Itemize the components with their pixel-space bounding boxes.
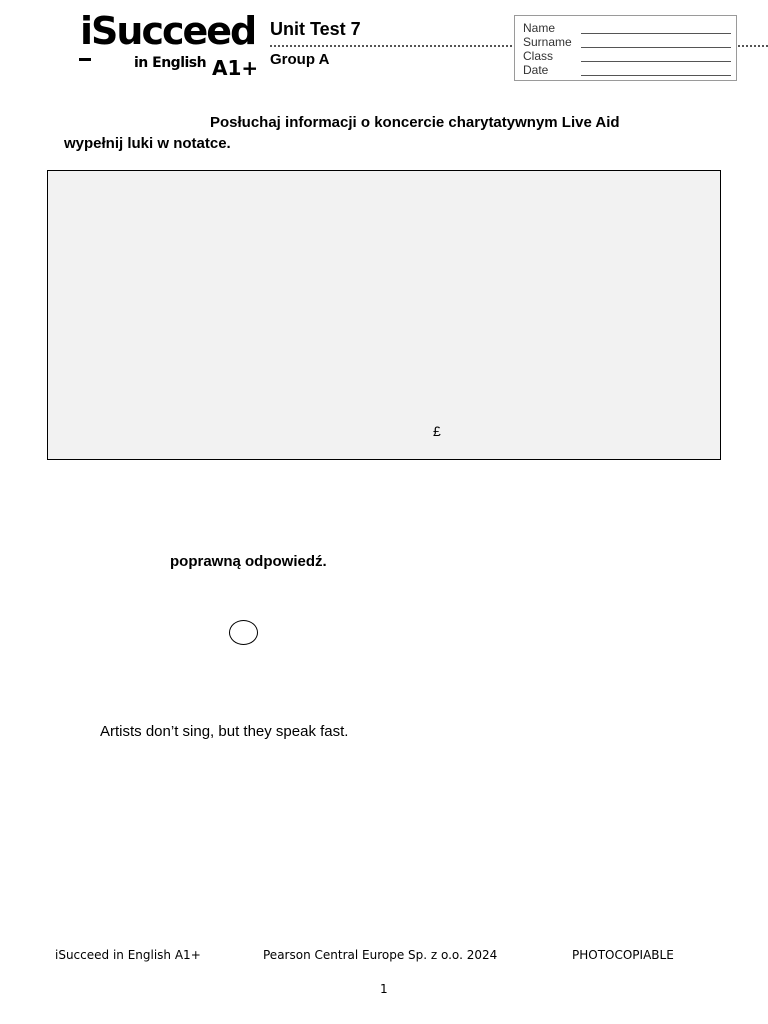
task2-sentence: Artists don’t sing, but they speak fast. xyxy=(100,723,349,740)
date-label: Date xyxy=(523,63,549,77)
logo-subtitle: in English xyxy=(134,55,207,71)
task1-instruction-line2: wypełnij luki w notatce. xyxy=(64,135,231,152)
unit-title: Unit Test 7 xyxy=(270,19,361,39)
name-line xyxy=(581,33,731,34)
footer-photocopiable: PHOTOCOPIABLE xyxy=(572,948,674,962)
surname-field[interactable] xyxy=(523,35,723,49)
class-label: Class xyxy=(523,49,554,63)
logo-underline xyxy=(79,58,91,61)
group-title: Group A xyxy=(270,51,330,68)
name-field[interactable] xyxy=(523,21,723,35)
date-field[interactable] xyxy=(523,63,723,77)
footer-book-title: iSucceed in English A1+ xyxy=(55,948,201,962)
pound-symbol: £ xyxy=(433,423,441,439)
surname-line xyxy=(581,47,731,48)
class-line xyxy=(581,61,731,62)
name-label: Name xyxy=(523,21,556,35)
task1-instruction-line1: Posłuchaj informacji o koncercie charytatywnym Live Aid xyxy=(210,114,620,131)
answer-circle[interactable] xyxy=(229,620,258,645)
task2-instruction: poprawną odpowiedź. xyxy=(170,553,327,570)
date-line xyxy=(581,75,731,76)
class-field[interactable] xyxy=(523,49,723,63)
logo-level: A1+ xyxy=(212,56,259,80)
surname-label: Surname xyxy=(523,35,572,49)
notes-box xyxy=(47,170,721,460)
student-info-box xyxy=(514,15,737,81)
page-number: 1 xyxy=(380,982,388,996)
logo-wordmark: iSucceed xyxy=(80,9,256,53)
footer-publisher: Pearson Central Europe Sp. z o.o. 2024 xyxy=(263,948,498,962)
